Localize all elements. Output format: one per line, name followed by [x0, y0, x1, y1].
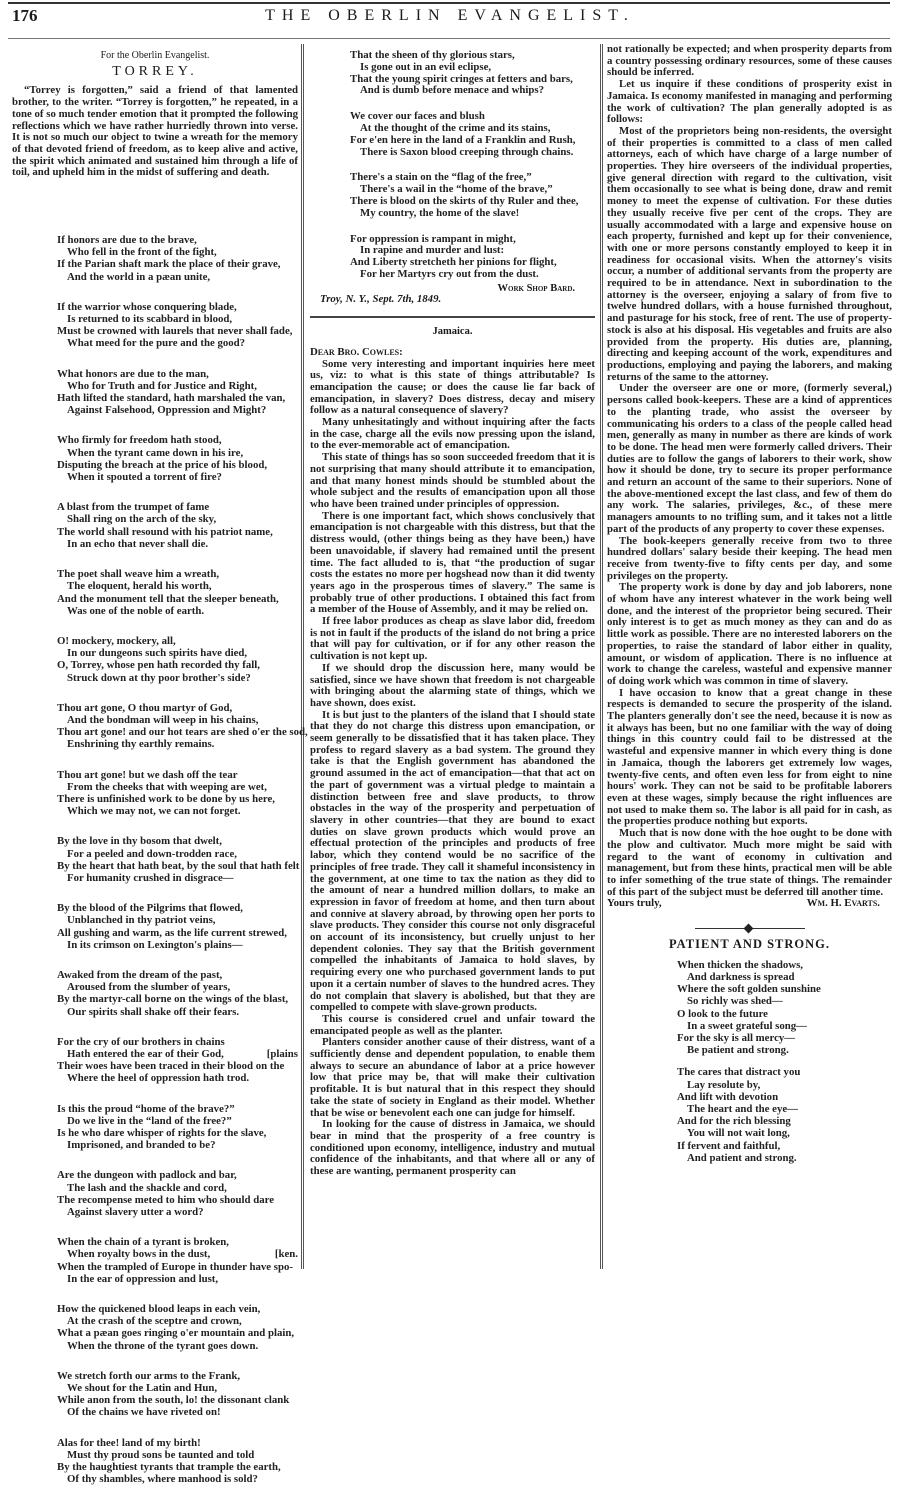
poem-line-text: By the heart that hath beat, by the soul that hath felt [57, 859, 300, 872]
poem-line-text: When it spouted a torrent of fire? [67, 471, 222, 484]
poem-line-text: In our dungeons such spirits have died, [67, 647, 248, 660]
stanza [57, 1370, 298, 1419]
poem-line [57, 981, 298, 993]
poem-line-text: And is dumb before menace and whips? [360, 84, 544, 97]
poem-line-text: The world shall resound with his patriot name, [57, 525, 273, 538]
poem-line-text: For e'en here in the land of a Franklin and Rush, [350, 133, 576, 146]
poem-line [677, 1091, 892, 1103]
poem-line [677, 1020, 892, 1032]
paragraph: There is one important fact, which shows conclusively that emancipation is not chargeable with this distress, but that the distress would, (other things being as they have been,) have been unavoidable, if slavery had remained until the present time. The fact alluded to is, that “the production of sugar costs the estates no more per hogshead now than it did twenty years ago in the prosperous times of slavery.” The same is probably true of other productions. I obtained this fact from a member of the House of Assembly, and it may be relied on. [310, 509, 595, 616]
poem-line-text: Was one of the noble of earth. [67, 604, 205, 617]
author-name: Wm. H. Evarts. [806, 897, 880, 910]
masthead: THE OBERLIN EVANGELIST. [265, 7, 635, 24]
stanza [57, 501, 298, 550]
poem-line-text: In a sweet grateful song— [687, 1019, 807, 1032]
poem-line-text: When the tyrant came down in his ire, [67, 446, 244, 459]
poem-line-text: Against slavery utter a word? [67, 1206, 204, 1219]
poem-line [350, 147, 595, 159]
poem-line-text: All gushing and warm, as the life current strewed, [57, 926, 287, 939]
column-divider [600, 44, 603, 1269]
paragraph: I have occasion to know that a great change in these respects is demanded to secure the prosperity of the island. The planters generally don't see the need, because it is now as it always has been, but no one familiar with the way of doing things in this country could fail to be distressed at the wasteful and expensive manner in which every thing is done in Jamaica, though the laborers get extremely low wages, twenty-five cents, and often even less for from eight to nine hours' work. They can not be said to be profitable laborers even at these wages, simply because the right influences are not used to make them so. The labor is all paid for in cash, as the properties produce nothing but exports. [607, 686, 892, 828]
poem-line-text: Which we may not, we can not forget. [67, 805, 241, 818]
poem-line [677, 1044, 892, 1056]
poem-line-text: For the sky is all mercy— [677, 1031, 796, 1044]
turnover-word: [ken. [274, 1248, 298, 1261]
poem-line-text: Unblanched in thy patriot veins, [67, 914, 216, 927]
poem-signature: Work Shop Bard. [497, 282, 575, 294]
poem-line [57, 1036, 298, 1048]
poem-line [57, 793, 298, 805]
poem-line-text: My country, the home of the slave! [360, 206, 520, 219]
poem-line [57, 1327, 298, 1339]
poem-line [57, 325, 298, 337]
poem-line [57, 769, 298, 781]
poem-line-text: The heart and the eye— [687, 1102, 798, 1115]
poem-continued [310, 50, 595, 281]
stanza [350, 172, 595, 219]
paragraph: Much that is now done with the hoe ought to be done with the plow and cultivator. Much more might be said with regard to the want of economy in cultivation and management, but from these hints, practical men will be able to infer something of the true state of things. The remainder of this part of the subject must be deferred till another time. [607, 827, 892, 898]
ornamental-rule [695, 928, 805, 929]
poem-line-text: In an echo that never shall die. [67, 537, 209, 550]
poem-line-text: Is gone out in an evil eclipse, [360, 60, 492, 73]
poem-line-text: Where the heel of oppression hath trod. [67, 1072, 250, 1085]
poem-line [57, 580, 298, 592]
column-3 [607, 44, 892, 1174]
poem-line [57, 1261, 298, 1273]
poem-line [57, 1206, 298, 1218]
column-2 [310, 44, 595, 1178]
poem-line [57, 246, 298, 258]
poem-line [57, 1103, 298, 1115]
poem-line-text: We stretch forth our arms to the Frank, [57, 1369, 241, 1382]
article-intro: “Torrey is forgotten,” said a friend of that lamented brother, to the writer. “Torrey is forgotten,” he repeated, in a tone of so much tender emotion that it prompted the following reflections which we have rather hurriedly thrown into verse. It is not so much our object to twine a wreath for the memory of that devoted friend of freedom, as to keep alive and active, the spirit which animated and sustained him through a life of toil, and upheld him in the midst of suffering and death. [12, 84, 298, 179]
poem-line [57, 1115, 298, 1127]
poem-line-text: When the chain of a tyrant is broken, [57, 1236, 229, 1249]
poem-line [57, 501, 298, 513]
poem-line [57, 969, 298, 981]
poem-line [57, 939, 298, 951]
poem-line-text: And patient and strong. [687, 1151, 797, 1164]
poem-line-text: From the cheeks that with weeping are wet, [67, 780, 267, 793]
poem-line [57, 593, 298, 605]
poem-line-text: O look to the future [677, 1007, 768, 1020]
poem-line [57, 1072, 298, 1084]
poem-line-text: Of the chains we have riveted on! [67, 1406, 221, 1419]
stanza [57, 835, 298, 884]
poem-line-text: There is Saxon blood creeping through chains. [360, 145, 574, 158]
section-rule [310, 316, 595, 318]
poem-line [57, 1169, 298, 1181]
poem-line [57, 647, 298, 659]
poem-line-text: The eloquent, herald his worth, [67, 580, 212, 593]
poem-line-text: Who firmly for freedom hath stood, [57, 434, 222, 447]
poem-line-text: Of thy shambles, where manhood is sold? [67, 1473, 258, 1486]
paragraph: Planters consider another cause of their distress, want of a sufficiently dense and dependent population, to enable them always to secure an abundance of labor at a price however low that price may be, that will make their cultivation profitable. It is but natural that in this respect they should take the state of society in England as their model. Whether that be wise or benevolent each one can judge for himself. [310, 1036, 595, 1119]
paragraph: Let us inquire if these conditions of prosperity exist in Jamaica. Is economy manifested in managing and performing the work of cultivation? The plan generally adopted is as follows: [607, 78, 892, 126]
poem-line-text: Are the dungeon with padlock and bar, [57, 1169, 237, 1182]
poem-line [677, 959, 892, 971]
poem-line-text: What honors are due to the man, [57, 367, 209, 380]
poem-line-text: If the Parian shaft mark the place of their grave, [57, 258, 281, 271]
poem-line [677, 1008, 892, 1020]
poem-line-text: We shout for the Latin and Hun, [67, 1382, 218, 1395]
poem-line [677, 1079, 892, 1091]
poem-line-text: At the crash of the sceptre and crown, [67, 1315, 242, 1328]
poem-line [57, 313, 298, 325]
stanza [350, 111, 595, 158]
poem-line [57, 848, 298, 860]
poem-line-text: What a pæan goes ringing o'er mountain and plain, [57, 1327, 295, 1340]
poem-line-text: The poet shall weave him a wreath, [57, 568, 220, 581]
poem-line-text: And the bondman will weep in his chains, [67, 713, 259, 726]
poem-line [677, 1127, 892, 1139]
poem-line-text: We cover our faces and blush [350, 110, 485, 123]
paragraph: not rationally be expected; and when prosperity departs from a country possessing ordinary resources, some of these causes should be inferred. [607, 43, 892, 79]
poem-line-text: And for the rich blessing [677, 1115, 791, 1128]
poem-line [57, 914, 298, 926]
poem-line-text: And the monument tell that the sleeper beneath, [57, 592, 279, 605]
poem-line [57, 902, 298, 914]
stanza [57, 1169, 298, 1218]
poem-line-text: So richly was shed— [687, 995, 783, 1008]
poem-line [57, 605, 298, 617]
poem-line [57, 1406, 298, 1418]
article-body [310, 359, 595, 1178]
article-body-continued [607, 44, 892, 898]
paragraph: Some very interesting and important inquiries here meet us, viz: to what is this state of things attributable? Is emancipation the cause; or does the cause lie far back of emancipation, in slavery? Does distress, decay and misery follow as a natural consequence of slavery? [310, 357, 595, 417]
poem-line [57, 301, 298, 313]
page-number: 176 [12, 6, 38, 25]
stanza [677, 1066, 892, 1164]
poem [12, 234, 308, 1486]
poem-line [57, 1127, 298, 1139]
poem-line-text: Aroused from the slumber of years, [67, 981, 231, 994]
poem-line [677, 1103, 892, 1115]
poem-line-text: Against Falsehood, Oppression and Might? [67, 404, 267, 417]
poem-line-text: There is unfinished work to be done by us here, [57, 792, 275, 805]
poem-line [677, 1152, 892, 1164]
paragraph: It is but just to the planters of the island that I should state that they do not charge this distress upon emancipation, or seem generally to be dissatisfied that it has taken place. They profess to regard slavery as a bad system. The ground they take is that the English government has abandoned the ground assumed in the act of emancipation—that that act on the part of government was a virtual pledge to maintain a distinction between free and slave products, to throw obstacles in the way of the prosperity and perpetuation of slavery in other countries—that they are bound to exact duties on slave grown products which would prove an effectual protection of the principles and products of free labor, which they contend would be no sacrifice of the principles of free trade. They call it shameful inconsistency in the government, at one time to tax the nation as they did to the amount of near a hundred million dollars, to make an expression in favor of freedom at home, and then turn about and connive at slavery abroad, by throwing open her ports to slave products. They consider this course not only disgraceful on account of its inconsistency, but cruelly unjust to her dependent colonies. They say that the British government compelled the inhabitants of Jamaica to hold slaves, by requiring every one who purchased government lands to put upon it a certain number of slaves to the hundred acres. They do not complain that slavery is abolished, but that they are compelled to compete with slave-grown products. [310, 708, 595, 1014]
poem-line-text: Our spirits shall shake off their fears. [67, 1005, 240, 1018]
poem-line-text: When the trampled of Europe in thunder have spo- [57, 1260, 293, 1273]
article-kicker: For the Oberlin Evangelist. [100, 50, 210, 61]
poem-line [57, 993, 298, 1005]
poem-line [57, 1315, 298, 1327]
stanza [57, 1236, 298, 1285]
poem-line [57, 1437, 298, 1449]
poem-line [677, 995, 892, 1007]
article-title: Jamaica. [432, 326, 473, 338]
paragraph: Most of the proprietors being non-residents, the oversight of their properties is committed to a class of men called attorneys, each of which have charge of a large number of properties. They hire overseers of the individual properties, give general direction with regard to the cultivation, visit them occasionally to see what is being done, draw and remit money to meet the expense of cultivation. For these duties they usually receive five per cent of the crops. They are usually accommodated with a large and expensive house on each property, furnished and kept up for their convenience, with one or more persons constantly employed to keep it in readiness for occasional visits. When the attorney's visits occur, a number of additional servants from the property are required to be in attendance. Next in subordination to the attorney is the overseer, enjoying a salary of from five to twelve hundred dollars, with a house furnished throughout, and pasturage for his stock, free of rent. The use of property-stock is also at his disposal. His vegetables and fruits are also provided from the property. His duties are, planning, directing and keeping account of the work, expenditures and productions, employing and paying the laborers, and making returns of the same to the attorney. [607, 124, 892, 383]
poem-line-text: A blast from the trumpet of fame [57, 501, 210, 514]
turnover-word: [plains [266, 1047, 298, 1060]
poem-line-text: That the young spirit cringes at fetters and bars, [350, 72, 573, 85]
poem-line-text: Enshrining thy earthly remains. [67, 738, 215, 751]
poem-line-text: Disputing the breach at the price of his blood, [57, 458, 268, 471]
poem-line [57, 258, 298, 270]
poem-line-text: Their woes have been traced in their blood on the [57, 1060, 285, 1073]
poem-line [57, 927, 298, 939]
poem-line [677, 983, 892, 995]
paragraph: The property work is done by day and job laborers, none of whom have any interest whatever in the work being well done, and the interest of the proprietor being secured. Their only interest is to get as much money as they can and do as little work as possible. There are no interested laborers on the properties, to raise the standard of labor either in quality, amount, or wisdom of application. There is no influence at work to change the careless, wasteful and expensive manner of doing work which was common in time of slavery. [607, 581, 892, 687]
poem-line [57, 337, 298, 349]
poem-line [57, 1139, 298, 1151]
poem-line [57, 471, 298, 483]
poem-line [350, 208, 595, 220]
poem-line-text: By the haughtiest tyrants that trample the earth, [57, 1461, 281, 1474]
stanza [677, 959, 892, 1057]
poem-line-text: By the martyr-call borne on the wings of the blast, [57, 993, 289, 1006]
poem-line-text: The lash and the shackle and cord, [67, 1181, 227, 1194]
stanza [57, 902, 298, 951]
poem-line-text: Thou art gone! but we dash off the tear [57, 768, 238, 781]
poem-line [57, 738, 298, 750]
poem-line-text: Thou art gone! and our hot tears are shed o'er the sod, [57, 726, 308, 739]
stanza [57, 769, 298, 818]
paragraph: The book-keepers generally receive from two to three hundred dollars' salary beside their keeping. The head men receive from twenty-five to fifty cents per day, and some privileges on the property. [607, 534, 892, 582]
poem-line-text: You will not wait long, [687, 1127, 790, 1140]
poem-line-text: That the sheen of thy glorious stars, [350, 49, 515, 61]
poem-line [57, 1340, 298, 1352]
stanza [57, 1103, 298, 1152]
poem-line [57, 835, 298, 847]
poem-line-text: In its crimson on Lexington's plains— [67, 938, 243, 951]
poem-line-text: Alas for thee! land of my birth! [57, 1436, 201, 1449]
poem-line [57, 672, 298, 684]
poem-line-text: If fervent and faithful, [677, 1139, 781, 1152]
stanza [57, 234, 298, 283]
poem-line [57, 526, 298, 538]
poem-line [57, 513, 298, 525]
poem-line-text: For oppression is rampant in might, [350, 232, 516, 245]
stanza [57, 434, 298, 483]
poem-line [57, 380, 298, 392]
poem-line [57, 538, 298, 550]
dateline: Troy, N. Y., Sept. 7th, 1849. [320, 293, 442, 306]
poem-line-text: And the world in a pæan unite, [67, 270, 211, 283]
poem-line-text: Must thy proud sons be taunted and told [67, 1448, 255, 1461]
paragraph: If we should drop the discussion here, many would be satisfied, since we have shown that freedom is not chargeable with bringing about the alarming state of things, which we have shown, does exist. [310, 661, 595, 709]
stanza [57, 969, 298, 1018]
poem-line-text: Who fell in the front of the fight, [67, 246, 217, 259]
poem-line-text: When thicken the shadows, [677, 958, 803, 971]
poem-line [350, 269, 595, 281]
poem-line-text: Hath entered the ear of their God, [67, 1047, 224, 1060]
paragraph: This state of things has so soon succeeded freedom that it is not surprising that many should attribute it to emancipation, and that many honest minds should be stumbled about the whole subject and the results of emancipation upon all those who have been trained under principles of oppression. [310, 451, 595, 510]
stanza [57, 568, 298, 617]
poem-line [57, 1182, 298, 1194]
poem-line-text: There's a stain on the “flag of the free,” [350, 171, 532, 184]
poem-line [350, 85, 595, 97]
poem-line [57, 781, 298, 793]
closing: Yours truly, [607, 897, 662, 910]
paragraph: If free labor produces as cheap as slave labor did, freedom is not in fault if the products of the island do not bring a price that will pay for cultivation, or if for any other reason the cultivation is not kept up. [310, 615, 595, 663]
poem-line [57, 271, 298, 283]
paragraph: Under the overseer are one or more, (formerly several,) persons called book-keepers. These are a kind of apprentices to the planting trade, who assist the overseer by communicating his orders to a class of the people called head men, generally as many in number as there are kinds of work to be done. The head men were formerly called drivers. Their duties are to follow the gangs of laborers to their work, show how it should be done, try to secure its proper performance and return an account of the same to their superiors. None of the above-mentioned except the last class, and few of them do any work. The salaries, privileges, &c., of these mere managers amounts to no trifling sum, and it takes not a little part of the products of any property to cover these expenses. [607, 382, 892, 535]
poem-line-text: Awaked from the dream of the past, [57, 968, 223, 981]
column-1 [12, 44, 308, 1503]
poem-line [57, 368, 298, 380]
stanza [57, 1303, 298, 1352]
poem-line [57, 1006, 298, 1018]
poem-line [57, 392, 298, 404]
poem-title: PATIENT AND STRONG. [668, 937, 831, 952]
poem-line [57, 459, 298, 471]
poem-line-text: The cares that distract you [677, 1066, 801, 1079]
top-rule [8, 2, 890, 4]
poem-line-text: In rapine and murder and lust: [360, 244, 505, 257]
poem-line [57, 1449, 298, 1461]
poem-line-text: In the ear of oppression and lust, [67, 1272, 219, 1285]
poem-line-text: When royalty bows in the dust, [67, 1248, 211, 1261]
poem-line-text: And lift with devotion [677, 1090, 779, 1103]
poem-line-text: Is this the proud “home of the brave?” [57, 1102, 235, 1115]
stanza [57, 368, 298, 417]
stanza [57, 635, 298, 684]
poem-line-text: And darkness is spread [687, 970, 795, 983]
poem-line [677, 1140, 892, 1152]
column-divider [301, 44, 304, 1269]
poem-line [57, 1060, 298, 1072]
poem-line [57, 234, 298, 246]
stanza [57, 1036, 298, 1085]
poem-line [677, 971, 892, 983]
poem-line [57, 568, 298, 580]
poem-line [57, 447, 298, 459]
header-rule [8, 38, 890, 39]
poem-line [57, 1394, 298, 1406]
poem-line [677, 1032, 892, 1044]
poem-line-text: There's a wail in the “home of the brave,” [360, 183, 553, 196]
poem-line-text: Who for Truth and for Justice and Right, [67, 379, 257, 392]
poem-line-text: Hath lifted the standard, hath marshaled the van, [57, 392, 286, 405]
poem-line-text: For a peeled and down-trodden race, [67, 847, 237, 860]
poem-line-text: Where the soft golden sunshine [677, 983, 821, 996]
poem-line [57, 1248, 298, 1260]
poem-line [57, 726, 308, 739]
poem-line-text: Is returned to its scabbard in blood, [67, 313, 233, 326]
letter-signoff [607, 898, 892, 910]
poem-line-text: At the thought of the crime and its stains, [360, 121, 551, 134]
poem-line-text: If honors are due to the brave, [57, 234, 197, 247]
poem-line [57, 404, 298, 416]
poem-line [57, 1382, 298, 1394]
paragraph: Many unhesitatingly and without inquiring after the facts in the case, charge all the evils now pressing upon the island, to the ever-memorable act of emancipation. [310, 416, 595, 452]
poem-line-text: What meed for the pure and the good? [67, 337, 246, 350]
poem-line [57, 1194, 298, 1206]
poem-line [57, 1303, 298, 1315]
poem-line [57, 860, 298, 872]
poem-line [57, 1048, 298, 1060]
poem-line-text: How the quickened blood leaps in each vein, [57, 1303, 261, 1316]
poem-line-text: There is blood on the skirts of thy Ruler and thee, [350, 194, 579, 207]
poem-line [57, 1461, 298, 1473]
poem-line-text: If the warrior whose conquering blade, [57, 300, 237, 313]
stanza [57, 301, 298, 350]
paragraph: This course is considered cruel and unfair toward the emancipated people as well as the planter. [310, 1012, 595, 1037]
poem-line-text: The recompense meted to him who should dare [57, 1193, 275, 1206]
poem-line [57, 659, 298, 671]
poem-line-text: Be patient and strong. [687, 1044, 789, 1057]
poem [607, 959, 892, 1164]
salutation: Dear Bro. Cowles: [310, 345, 403, 358]
poem-line [677, 1115, 892, 1127]
poem-line-text: Imprisoned, and branded to be? [67, 1139, 216, 1152]
poem-line-text: O, Torrey, whose pen hath recorded thy fall, [57, 659, 260, 672]
poem-line [57, 805, 298, 817]
poem-line [57, 872, 298, 884]
poem-line-text: Shall ring on the arch of the sky, [67, 513, 217, 526]
poem-line [57, 1236, 298, 1248]
poem-line-text: For the cry of our brothers in chains [57, 1035, 225, 1048]
poem-line-text: When the throne of the tyrant goes down. [67, 1339, 259, 1352]
stanza [350, 234, 595, 281]
poem-line [57, 1473, 298, 1485]
poem-line-text: O! mockery, mockery, all, [57, 634, 176, 647]
poem-line [57, 635, 298, 647]
poem-line-text: Is he who dare whisper of rights for the slave, [57, 1127, 267, 1139]
paragraph: In looking for the cause of distress in Jamaica, we should bear in mind that the prosperity of a free country is conditioned upon economy, intelligence, industry and mutual confidence of the inhabitants, and that where all or any of these are wanting, permanent prosperity can [310, 1118, 595, 1178]
stanza [350, 50, 595, 97]
poem-line-text: While anon from the south, lo! the dissonant clank [57, 1394, 290, 1407]
poem-line-text: Lay resolute by, [687, 1078, 761, 1091]
poem-line-text: By the blood of the Pilgrims that flowed, [57, 902, 243, 915]
poem-line-text: Must be crowned with laurels that never shall fade, [57, 325, 293, 338]
stanza [57, 1437, 298, 1486]
poem-line [57, 714, 298, 726]
poem-line-text: Thou art gone, O thou martyr of God, [57, 701, 233, 714]
poem-line-text: Struck down at thy poor brother's side? [67, 671, 251, 684]
poem-line [57, 434, 298, 446]
poem-line-text: By the love in thy bosom that dwelt, [57, 835, 222, 848]
poem-line-text: For her Martyrs cry out from the dust. [360, 267, 539, 280]
poem-line [57, 702, 298, 714]
poem-line-text: For humanity crushed in disgrace— [67, 871, 234, 884]
poem-line [57, 1370, 298, 1382]
poem-line [57, 1273, 298, 1285]
poem-line [677, 1066, 892, 1078]
stanza [57, 701, 308, 751]
poem-line-text: And Liberty stretcheth her pinions for flight, [350, 256, 557, 269]
poem-line-text: Do we live in the “land of the free?” [67, 1114, 232, 1127]
article-title: TORREY. [112, 63, 198, 79]
